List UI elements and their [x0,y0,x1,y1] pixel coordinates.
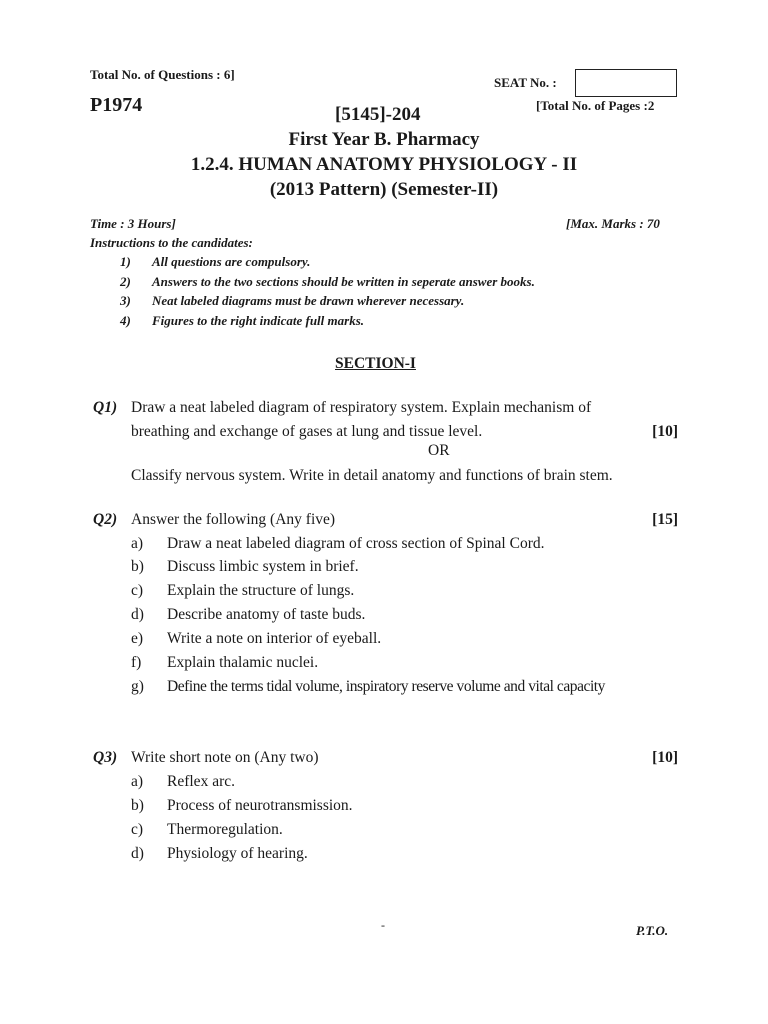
q2-item-label: a) [131,535,144,552]
q2-item-text: Describe anatomy of taste buds. [167,606,366,623]
q3-item-text: Reflex arc. [167,773,235,790]
q3-marks: [10] [652,749,678,766]
subject-title: 1.2.4. HUMAN ANATOMY PHYSIOLOGY - II [190,154,578,175]
q2-item-text: Draw a neat labeled diagram of cross section of Spinal Cord. [167,535,545,552]
paper-id: [5145]-204 [335,104,421,125]
instruction-text: Figures to the right indicate full marks. [152,313,365,328]
q1-marks: [10] [652,423,678,440]
q2-item-text: Discuss limbic system in brief. [167,558,359,575]
max-marks-label: [Max. Marks : 70 [566,216,660,231]
instruction-text: Neat labeled diagrams must be drawn wherever necessary. [152,293,465,308]
paper-code: P1974 [90,94,143,116]
q2-number: Q2) [93,511,118,528]
q1-or: OR [428,442,450,459]
instruction-number: 1) [120,254,131,269]
q1-line2: breathing and exchange of gases at lung and tissue level. [131,423,483,440]
total-questions: Total No. of Questions : 6] [90,67,235,82]
pattern-title: (2013 Pattern) (Semester-II) [269,179,499,200]
instruction-text: All questions are compulsory. [152,254,311,269]
q2-item-label: d) [131,606,144,623]
total-pages: [Total No. of Pages :2 [536,98,655,113]
q3-item-label: d) [131,845,144,862]
q1-alternative: Classify nervous system. Write in detail anatomy and functions of brain stem. [131,467,613,484]
time-label: Time : 3 Hours] [90,216,176,231]
q2-item-label: b) [131,558,144,575]
instruction-text: Answers to the two sections should be written in seperate answer books. [152,274,535,289]
page-mark: - [381,918,385,932]
instruction-number: 4) [120,313,131,328]
q3-number: Q3) [93,749,118,766]
course-title: First Year B. Pharmacy [288,129,480,150]
q2-item-text: Explain thalamic nuclei. [167,654,319,671]
q1-line1: Draw a neat labeled diagram of respiratory system. Explain mechanism of [131,399,592,416]
q3-item-label: a) [131,773,144,790]
q2-text: Answer the following (Any five) [131,511,336,528]
q3-item-text: Physiology of hearing. [167,845,308,862]
q2-item-text: Explain the structure of lungs. [167,582,355,599]
q2-item-label: e) [131,630,144,647]
q1-number: Q1) [93,399,118,416]
seat-no-label: SEAT No. : [494,75,557,90]
q2-item-text: Define the terms tidal volume, inspiratory reserve volume and vital capacity [167,678,605,695]
q2-item-text: Write a note on interior of eyeball. [167,630,382,647]
q2-item-label: f) [131,654,142,671]
q3-text: Write short note on (Any two) [131,749,319,766]
q2-item-label: c) [131,582,144,599]
q2-item-label: g) [131,678,144,695]
pto-label: P.T.O. [636,923,669,938]
section-heading: SECTION-I [335,355,416,372]
instruction-number: 3) [120,293,131,308]
instruction-number: 2) [120,274,131,289]
q3-item-label: b) [131,797,144,814]
q3-item-text: Process of neurotransmission. [167,797,353,814]
q2-marks: [15] [652,511,678,528]
seat-no-box [575,69,677,97]
q3-item-label: c) [131,821,144,838]
q3-item-text: Thermoregulation. [167,821,283,838]
instructions-heading: Instructions to the candidates: [90,235,253,250]
